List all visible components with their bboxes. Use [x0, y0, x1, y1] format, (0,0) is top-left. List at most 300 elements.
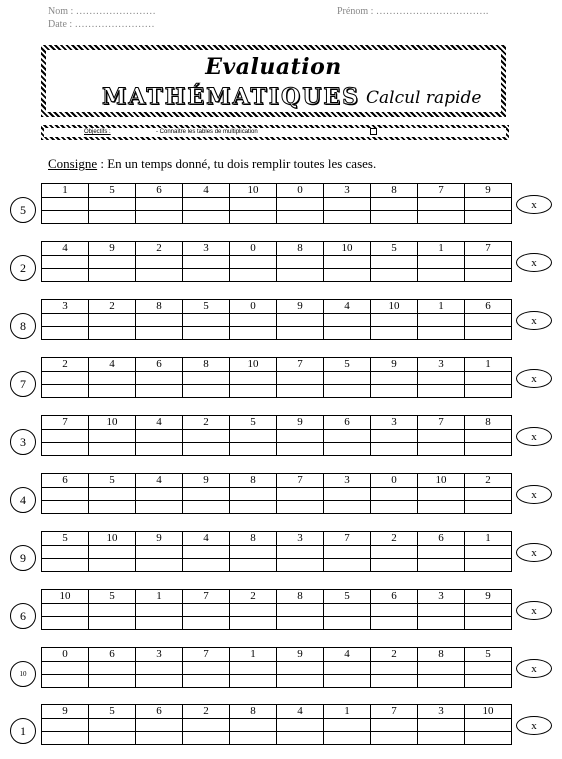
- multiplier-circle: 5: [10, 197, 36, 223]
- answer-cell[interactable]: [136, 198, 183, 211]
- answer-cell[interactable]: [136, 430, 183, 443]
- answer-cell[interactable]: [42, 211, 89, 224]
- answer-cell[interactable]: [418, 443, 465, 456]
- answer-cell[interactable]: [277, 211, 324, 224]
- number-cell: 10: [89, 532, 136, 546]
- answer-cell[interactable]: [183, 385, 230, 398]
- answer-cell[interactable]: [371, 269, 418, 282]
- answer-cell[interactable]: [371, 198, 418, 211]
- answer-cell[interactable]: [136, 443, 183, 456]
- number-grid: [41, 183, 512, 224]
- number-cell: 4: [136, 474, 183, 488]
- answer-cell[interactable]: [371, 488, 418, 501]
- answer-cell[interactable]: [42, 732, 89, 745]
- exercise-row: [0, 357, 562, 402]
- number-cell: 2: [183, 416, 230, 430]
- answer-cell[interactable]: [324, 617, 371, 630]
- answer-cell[interactable]: [230, 430, 277, 443]
- answer-cell[interactable]: [230, 546, 277, 559]
- answer-cell[interactable]: [324, 327, 371, 340]
- number-cell: 7: [324, 532, 371, 546]
- answer-cell[interactable]: [136, 211, 183, 224]
- answer-cell[interactable]: [465, 372, 512, 385]
- number-cell: 9: [465, 184, 512, 198]
- number-cell: 6: [42, 474, 89, 488]
- answer-cell[interactable]: [42, 256, 89, 269]
- answer-cell[interactable]: [183, 559, 230, 572]
- answer-cell[interactable]: [183, 604, 230, 617]
- answer-cell[interactable]: [230, 559, 277, 572]
- answer-cell[interactable]: [89, 430, 136, 443]
- answer-cell[interactable]: [42, 617, 89, 630]
- number-cell: 10: [324, 242, 371, 256]
- answer-cell[interactable]: [418, 385, 465, 398]
- number-cell: 1: [418, 300, 465, 314]
- answer-cell[interactable]: [42, 327, 89, 340]
- number-cell: 3: [183, 242, 230, 256]
- exercise-row: [0, 704, 562, 749]
- answer-cell[interactable]: [136, 269, 183, 282]
- answer-cell[interactable]: [42, 488, 89, 501]
- title-calcul-rapide: Calcul rapide: [366, 88, 482, 108]
- answer-cell[interactable]: [465, 385, 512, 398]
- answer-cell[interactable]: [277, 372, 324, 385]
- number-cell: 1: [418, 242, 465, 256]
- number-cell: 5: [89, 184, 136, 198]
- number-cell: 7: [277, 358, 324, 372]
- answer-cell[interactable]: [136, 501, 183, 514]
- answer-cell[interactable]: [418, 198, 465, 211]
- answer-cell[interactable]: [324, 488, 371, 501]
- answer-cell[interactable]: [371, 443, 418, 456]
- answer-cell[interactable]: [230, 314, 277, 327]
- multiplier-circle: 1: [10, 718, 36, 744]
- answer-cell[interactable]: [324, 443, 371, 456]
- answer-cell[interactable]: [418, 617, 465, 630]
- number-cell: 2: [230, 590, 277, 604]
- answer-cell[interactable]: [418, 559, 465, 572]
- answer-cell[interactable]: [465, 198, 512, 211]
- answer-cell[interactable]: [371, 211, 418, 224]
- answer-cell[interactable]: [277, 732, 324, 745]
- answer-cell[interactable]: [89, 198, 136, 211]
- answer-cell[interactable]: [89, 617, 136, 630]
- answer-cell[interactable]: [465, 211, 512, 224]
- answer-cell[interactable]: [418, 269, 465, 282]
- answer-cell[interactable]: [42, 719, 89, 732]
- answer-cell[interactable]: [42, 546, 89, 559]
- exercise-row: [0, 589, 562, 634]
- objective-checkbox[interactable]: [370, 128, 377, 135]
- answer-cell[interactable]: [371, 372, 418, 385]
- answer-cell[interactable]: [136, 559, 183, 572]
- answer-cell[interactable]: [277, 675, 324, 688]
- answer-cell[interactable]: [371, 256, 418, 269]
- answer-cell[interactable]: [465, 327, 512, 340]
- number-cell: 5: [371, 242, 418, 256]
- answer-cell[interactable]: [324, 385, 371, 398]
- answer-cell[interactable]: [230, 211, 277, 224]
- answer-cell[interactable]: [230, 443, 277, 456]
- answer-cell[interactable]: [371, 675, 418, 688]
- answer-cell[interactable]: [183, 211, 230, 224]
- answer-cell[interactable]: [465, 719, 512, 732]
- answer-cell[interactable]: [277, 443, 324, 456]
- answer-cell[interactable]: [42, 604, 89, 617]
- number-cell: 1: [42, 184, 89, 198]
- number-cell: 3: [418, 590, 465, 604]
- answer-cell[interactable]: [89, 269, 136, 282]
- answer-cell[interactable]: [89, 256, 136, 269]
- number-cell: 9: [42, 705, 89, 719]
- number-grid: [41, 357, 512, 398]
- answer-cell[interactable]: [418, 719, 465, 732]
- answer-cell[interactable]: [136, 604, 183, 617]
- answer-cell[interactable]: [89, 211, 136, 224]
- answer-cell[interactable]: [89, 372, 136, 385]
- answer-cell[interactable]: [42, 559, 89, 572]
- answer-cell[interactable]: [277, 617, 324, 630]
- number-grid: [41, 299, 512, 340]
- answer-cell[interactable]: [324, 546, 371, 559]
- number-cell: 0: [277, 184, 324, 198]
- answer-cell[interactable]: [230, 269, 277, 282]
- answer-cell[interactable]: [136, 314, 183, 327]
- answer-cell[interactable]: [465, 488, 512, 501]
- answer-cell[interactable]: [371, 546, 418, 559]
- answer-cell[interactable]: [89, 385, 136, 398]
- answer-cell[interactable]: [371, 617, 418, 630]
- exercise-row: [0, 531, 562, 576]
- answer-cell[interactable]: [277, 327, 324, 340]
- multiplier-circle: 7: [10, 371, 36, 397]
- number-cell: 7: [418, 184, 465, 198]
- answer-cell[interactable]: [324, 559, 371, 572]
- number-cell: 4: [136, 416, 183, 430]
- number-cell: 2: [136, 242, 183, 256]
- answer-cell[interactable]: [42, 675, 89, 688]
- number-cell: 9: [371, 358, 418, 372]
- number-cell: 10: [42, 590, 89, 604]
- answer-cell[interactable]: [42, 501, 89, 514]
- answer-cell[interactable]: [89, 546, 136, 559]
- multiplier-circle: 8: [10, 313, 36, 339]
- answer-cell[interactable]: [277, 662, 324, 675]
- answer-cell[interactable]: [418, 372, 465, 385]
- number-cell: 2: [465, 474, 512, 488]
- answer-cell[interactable]: [89, 604, 136, 617]
- number-cell: 4: [324, 648, 371, 662]
- number-cell: 9: [277, 648, 324, 662]
- date-field-label: Date : ……………………: [48, 19, 155, 30]
- answer-cell[interactable]: [371, 719, 418, 732]
- answer-cell[interactable]: [418, 662, 465, 675]
- answer-cell[interactable]: [136, 732, 183, 745]
- number-grid: [41, 241, 512, 282]
- answer-cell[interactable]: [230, 385, 277, 398]
- answer-cell[interactable]: [465, 430, 512, 443]
- answer-cell[interactable]: [465, 559, 512, 572]
- answer-cell[interactable]: [183, 546, 230, 559]
- answer-cell[interactable]: [230, 675, 277, 688]
- answer-cell[interactable]: [42, 662, 89, 675]
- answer-cell[interactable]: [277, 256, 324, 269]
- answer-cell[interactable]: [183, 617, 230, 630]
- number-cell: 9: [136, 532, 183, 546]
- number-cell: 5: [465, 648, 512, 662]
- number-cell: 7: [418, 416, 465, 430]
- number-cell: 1: [136, 590, 183, 604]
- number-cell: 2: [183, 705, 230, 719]
- answer-cell[interactable]: [136, 617, 183, 630]
- answer-cell[interactable]: [371, 314, 418, 327]
- number-cell: 9: [277, 416, 324, 430]
- number-cell: 1: [324, 705, 371, 719]
- name-field-label: Nom : ……………………: [48, 6, 156, 17]
- multiplier-circle: 9: [10, 545, 36, 571]
- answer-cell[interactable]: [277, 604, 324, 617]
- answer-cell[interactable]: [418, 732, 465, 745]
- answer-cell[interactable]: [418, 604, 465, 617]
- answer-cell[interactable]: [42, 269, 89, 282]
- answer-cell[interactable]: [465, 314, 512, 327]
- number-cell: 6: [136, 358, 183, 372]
- number-cell: 7: [183, 648, 230, 662]
- answer-cell[interactable]: [89, 443, 136, 456]
- answer-cell[interactable]: [89, 662, 136, 675]
- answer-cell[interactable]: [324, 372, 371, 385]
- answer-cell[interactable]: [324, 198, 371, 211]
- answer-cell[interactable]: [324, 430, 371, 443]
- number-cell: 5: [183, 300, 230, 314]
- exercise-row: [0, 299, 562, 344]
- answer-cell[interactable]: [183, 719, 230, 732]
- answer-cell[interactable]: [371, 501, 418, 514]
- answer-cell[interactable]: [183, 443, 230, 456]
- number-cell: 3: [324, 184, 371, 198]
- answer-cell[interactable]: [371, 604, 418, 617]
- answer-cell[interactable]: [371, 385, 418, 398]
- answer-cell[interactable]: [42, 385, 89, 398]
- answer-cell[interactable]: [42, 198, 89, 211]
- exercise-row: [0, 241, 562, 286]
- answer-cell[interactable]: [277, 719, 324, 732]
- number-cell: 9: [89, 242, 136, 256]
- answer-cell[interactable]: [230, 617, 277, 630]
- answer-cell[interactable]: [183, 430, 230, 443]
- answer-cell[interactable]: [324, 604, 371, 617]
- answer-cell[interactable]: [324, 256, 371, 269]
- answer-cell[interactable]: [42, 314, 89, 327]
- number-cell: 4: [183, 532, 230, 546]
- answer-cell[interactable]: [418, 327, 465, 340]
- answer-cell[interactable]: [465, 501, 512, 514]
- number-cell: 6: [136, 184, 183, 198]
- number-cell: 8: [136, 300, 183, 314]
- answer-cell[interactable]: [136, 662, 183, 675]
- answer-cell[interactable]: [324, 211, 371, 224]
- answer-cell[interactable]: [418, 488, 465, 501]
- number-cell: 9: [277, 300, 324, 314]
- answer-cell[interactable]: [89, 314, 136, 327]
- answer-cell[interactable]: [324, 719, 371, 732]
- answer-cell[interactable]: [89, 719, 136, 732]
- answer-cell[interactable]: [183, 372, 230, 385]
- answer-cell[interactable]: [371, 327, 418, 340]
- answer-cell[interactable]: [183, 488, 230, 501]
- number-grid: [41, 647, 512, 688]
- answer-cell[interactable]: [230, 372, 277, 385]
- multiplier-circle: 4: [10, 487, 36, 513]
- number-cell: 2: [89, 300, 136, 314]
- answer-cell[interactable]: [136, 385, 183, 398]
- number-cell: 7: [42, 416, 89, 430]
- answer-cell[interactable]: [277, 314, 324, 327]
- objectives-box: [41, 125, 509, 140]
- answer-cell[interactable]: [89, 327, 136, 340]
- answer-cell[interactable]: [136, 372, 183, 385]
- answer-cell[interactable]: [465, 662, 512, 675]
- answer-cell[interactable]: [465, 546, 512, 559]
- answer-cell[interactable]: [136, 675, 183, 688]
- multiply-oval: x: [516, 716, 552, 735]
- answer-cell[interactable]: [277, 198, 324, 211]
- answer-cell[interactable]: [324, 501, 371, 514]
- answer-cell[interactable]: [277, 501, 324, 514]
- answer-cell[interactable]: [136, 719, 183, 732]
- answer-cell[interactable]: [465, 269, 512, 282]
- answer-cell[interactable]: [183, 501, 230, 514]
- objectives-text: - Connaître les tables de multiplication: [156, 129, 258, 135]
- answer-cell[interactable]: [230, 198, 277, 211]
- answer-cell[interactable]: [418, 256, 465, 269]
- multiply-oval: x: [516, 195, 552, 214]
- multiplier-circle: 2: [10, 255, 36, 281]
- answer-cell[interactable]: [183, 662, 230, 675]
- answer-cell[interactable]: [277, 546, 324, 559]
- answer-cell[interactable]: [136, 327, 183, 340]
- answer-cell[interactable]: [230, 604, 277, 617]
- number-cell: 3: [418, 358, 465, 372]
- answer-cell[interactable]: [183, 732, 230, 745]
- answer-cell[interactable]: [371, 430, 418, 443]
- answer-cell[interactable]: [371, 662, 418, 675]
- answer-cell[interactable]: [42, 430, 89, 443]
- answer-cell[interactable]: [324, 675, 371, 688]
- answer-cell[interactable]: [89, 675, 136, 688]
- number-cell: 4: [324, 300, 371, 314]
- answer-cell[interactable]: [465, 732, 512, 745]
- number-cell: 5: [230, 416, 277, 430]
- answer-cell[interactable]: [324, 314, 371, 327]
- answer-cell[interactable]: [230, 327, 277, 340]
- answer-cell[interactable]: [136, 546, 183, 559]
- answer-cell[interactable]: [230, 256, 277, 269]
- answer-cell[interactable]: [183, 327, 230, 340]
- answer-cell[interactable]: [277, 488, 324, 501]
- answer-cell[interactable]: [418, 430, 465, 443]
- answer-cell[interactable]: [465, 443, 512, 456]
- number-cell: 1: [230, 648, 277, 662]
- answer-cell[interactable]: [183, 314, 230, 327]
- answer-cell[interactable]: [183, 269, 230, 282]
- exercise-row: [0, 415, 562, 460]
- answer-cell[interactable]: [418, 546, 465, 559]
- number-cell: 3: [418, 705, 465, 719]
- answer-cell[interactable]: [465, 256, 512, 269]
- number-cell: 4: [42, 242, 89, 256]
- number-cell: 7: [371, 705, 418, 719]
- answer-cell[interactable]: [230, 488, 277, 501]
- answer-cell[interactable]: [371, 732, 418, 745]
- answer-cell[interactable]: [230, 719, 277, 732]
- number-cell: 3: [136, 648, 183, 662]
- number-cell: 6: [324, 416, 371, 430]
- exercise-row: [0, 183, 562, 228]
- answer-cell[interactable]: [183, 256, 230, 269]
- answer-cell[interactable]: [277, 385, 324, 398]
- instruction: [48, 156, 376, 172]
- answer-cell[interactable]: [89, 488, 136, 501]
- answer-cell[interactable]: [324, 662, 371, 675]
- number-cell: 9: [465, 590, 512, 604]
- answer-cell[interactable]: [42, 443, 89, 456]
- number-cell: 10: [371, 300, 418, 314]
- number-cell: 0: [371, 474, 418, 488]
- answer-cell[interactable]: [136, 256, 183, 269]
- answer-cell[interactable]: [418, 501, 465, 514]
- title-evaluation: Evaluation: [205, 54, 342, 80]
- number-cell: 5: [324, 358, 371, 372]
- answer-cell[interactable]: [465, 617, 512, 630]
- answer-cell[interactable]: [277, 430, 324, 443]
- answer-cell[interactable]: [89, 732, 136, 745]
- answer-cell[interactable]: [324, 269, 371, 282]
- number-cell: 8: [183, 358, 230, 372]
- multiplier-circle: 3: [10, 429, 36, 455]
- number-cell: 3: [277, 532, 324, 546]
- multiply-oval: x: [516, 427, 552, 446]
- number-cell: 2: [371, 532, 418, 546]
- answer-cell[interactable]: [89, 559, 136, 572]
- firstname-field-label: Prénom : …………………………….: [337, 6, 489, 17]
- answer-cell[interactable]: [230, 662, 277, 675]
- answer-cell[interactable]: [230, 732, 277, 745]
- multiply-oval: x: [516, 601, 552, 620]
- answer-cell[interactable]: [324, 732, 371, 745]
- answer-cell[interactable]: [418, 211, 465, 224]
- answer-cell[interactable]: [465, 675, 512, 688]
- answer-cell[interactable]: [371, 559, 418, 572]
- answer-cell[interactable]: [465, 604, 512, 617]
- multiply-oval: x: [516, 485, 552, 504]
- answer-cell[interactable]: [42, 372, 89, 385]
- number-cell: 0: [230, 300, 277, 314]
- answer-cell[interactable]: [418, 675, 465, 688]
- number-cell: 6: [465, 300, 512, 314]
- answer-cell[interactable]: [183, 675, 230, 688]
- number-cell: 8: [465, 416, 512, 430]
- answer-cell[interactable]: [136, 488, 183, 501]
- answer-cell[interactable]: [277, 269, 324, 282]
- answer-cell[interactable]: [230, 501, 277, 514]
- number-cell: 6: [136, 705, 183, 719]
- answer-cell[interactable]: [418, 314, 465, 327]
- answer-cell[interactable]: [183, 198, 230, 211]
- answer-cell[interactable]: [277, 559, 324, 572]
- number-cell: 6: [89, 648, 136, 662]
- answer-cell[interactable]: [89, 501, 136, 514]
